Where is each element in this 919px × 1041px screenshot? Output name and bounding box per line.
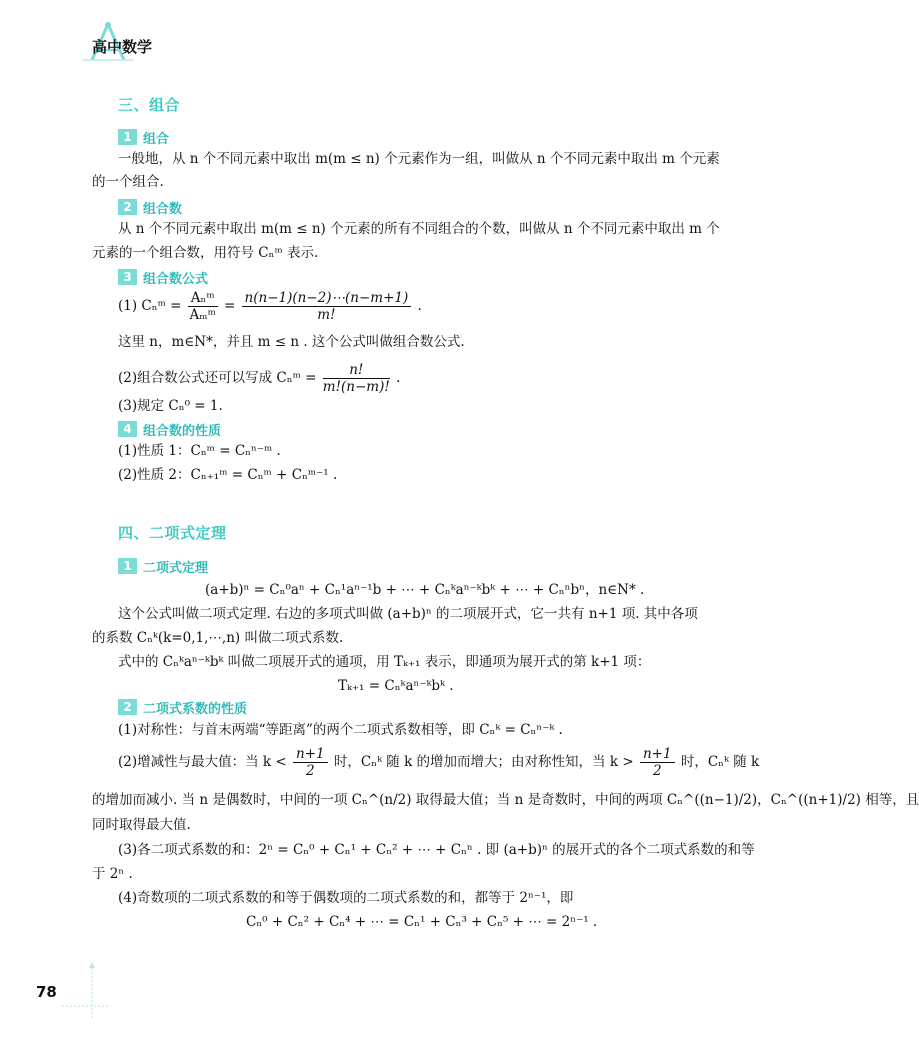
- paragraph-line: 同时取得最大值.: [92, 817, 191, 833]
- binomial-theorem-formula: (a+b)ⁿ = Cₙ⁰aⁿ + Cₙ¹aⁿ⁻¹b + ⋯ + Cₙᵏaⁿ⁻ᵏbᵏ + ⋯ + Cₙⁿbⁿ，n∈N* .: [205, 582, 645, 598]
- paragraph-line: 的一个组合.: [92, 174, 164, 190]
- paragraph-line: 元素的一个组合数，用符号 Cₙᵐ 表示.: [92, 245, 319, 261]
- general-term-formula: Tₖ₊₁ = Cₙᵏaⁿ⁻ᵏbᵏ .: [338, 678, 454, 694]
- property-2: (2)性质 2：Cₙ₊₁ᵐ = Cₙᵐ + Cₙᵐ⁻¹ .: [118, 467, 338, 483]
- property-1: (1)性质 1：Cₙᵐ = Cₙⁿ⁻ᵐ .: [118, 443, 281, 459]
- paragraph-line: 从 n 个不同元素中取出 m(m ≤ n) 个元素的所有不同组合的个数，叫做从 n 个不同元素中取出 m 个: [118, 221, 720, 237]
- denominator: m!(n−m)!: [322, 379, 390, 395]
- formula-note: 这里 n，m∈N*，并且 m ≤ n . 这个公式叫做组合数公式.: [118, 334, 465, 350]
- period: .: [417, 298, 422, 314]
- fraction: [640, 746, 675, 779]
- subheading-number: 1: [118, 558, 137, 574]
- numerator: n!: [323, 362, 390, 379]
- text-segment: 时，Cₙᵏ 随 k 的增加而增大；由对称性知，当 k >: [333, 754, 634, 770]
- subheading-binomial-theorem: [118, 557, 208, 575]
- subheading-formula: [118, 268, 208, 286]
- paragraph-line: 这个公式叫做二项式定理. 右边的多项式叫做 (a+b)ⁿ 的二项展开式，它一共有 n+1 项. 其中各项: [118, 606, 698, 622]
- numerator: n+1: [293, 746, 328, 763]
- fraction-b: [242, 290, 412, 323]
- fraction: [323, 362, 390, 395]
- paragraph-line: 的系数 Cₙᵏ(k=0,1,⋯,n) 叫做二项式系数.: [92, 630, 344, 646]
- property-sum: (3)各二项式系数的和：2ⁿ = Cₙ⁰ + Cₙ¹ + Cₙ² + ⋯ + Cₙⁿ . 即 (a+b)ⁿ 的展开式的各个二项式系数的和等: [118, 842, 755, 858]
- fraction-a: [188, 290, 218, 323]
- text-segment: 时，Cₙᵏ 随 k: [680, 754, 760, 770]
- paragraph-line: 一般地，从 n 个不同元素中取出 m(m ≤ n) 个元素作为一组，叫做从 n 个不同元素中取出 m 个元素: [118, 151, 720, 167]
- formula-lead: (1) Cₙᵐ =: [118, 298, 182, 314]
- section-title-combination: 三、组合: [118, 96, 181, 114]
- text-segment: (2)增减性与最大值：当 k <: [118, 754, 287, 770]
- coordinate-axes-decoration-icon: [62, 962, 108, 1022]
- period: .: [396, 370, 401, 386]
- header-title: 高中数学: [92, 38, 153, 56]
- subheading-number: 1: [118, 129, 137, 145]
- formula-3: (3)规定 Cₙ⁰ = 1.: [118, 398, 223, 414]
- paragraph-line: 式中的 Cₙᵏaⁿ⁻ᵏbᵏ 叫做二项展开式的通项，用 Tₖ₊₁ 表示，即通项为展开式的第 k+1 项：: [118, 654, 651, 670]
- subheading-label: 二项式系数的性质: [143, 701, 248, 717]
- property-monotonicity: [118, 744, 759, 780]
- subheading-label: 组合: [143, 131, 170, 147]
- subheading-coefficient-properties: [118, 698, 247, 716]
- formula-1: [118, 288, 422, 324]
- fraction: [293, 746, 328, 779]
- numerator: n(n−1)(n−2)⋯(n−m+1): [242, 290, 412, 307]
- page-number: 78: [36, 983, 57, 1001]
- numerator: n+1: [640, 746, 675, 763]
- paragraph-line: 的增加而减小. 当 n 是偶数时，中间的一项 Cₙ^(n/2) 取得最大值；当 n 是奇数时，中间的两项 Cₙ^((n−1)/2)，Cₙ^((n+1)/2) 相等，且: [92, 792, 919, 808]
- subheading-number: 3: [118, 269, 137, 285]
- denominator: 2: [652, 763, 662, 779]
- subheading-label: 组合数的性质: [143, 423, 222, 439]
- denominator: m!: [317, 307, 336, 323]
- subheading-number: 4: [118, 421, 137, 437]
- odd-even-formula: Cₙ⁰ + Cₙ² + Cₙ⁴ + ⋯ = Cₙ¹ + Cₙ³ + Cₙ⁵ + ⋯ = 2ⁿ⁻¹ .: [246, 914, 598, 930]
- denominator: Aₘᵐ: [189, 307, 216, 323]
- section-title-binomial: 四、二项式定理: [118, 524, 227, 542]
- equals: =: [223, 298, 236, 314]
- subheading-label: 二项式定理: [143, 560, 209, 576]
- denominator: 2: [306, 763, 315, 779]
- numerator: Aₙᵐ: [188, 290, 218, 307]
- property-odd-even: (4)奇数项的二项式系数的和等于偶数项的二项式系数的和，都等于 2ⁿ⁻¹，即: [118, 890, 574, 906]
- subheading-label: 组合数公式: [143, 271, 209, 287]
- paragraph-line: 于 2ⁿ .: [92, 866, 133, 882]
- formula-lead: (2)组合数公式还可以写成 Cₙᵐ =: [118, 370, 317, 386]
- formula-2: [118, 360, 400, 396]
- subheading-combination: [118, 128, 169, 146]
- subheading-combination-number: [118, 198, 182, 216]
- property-symmetry: (1)对称性：与首末两端“等距离”的两个二项式系数相等，即 Cₙᵏ = Cₙⁿ⁻ᵏ .: [118, 722, 563, 738]
- subheading-number: 2: [118, 199, 137, 215]
- subheading-properties: [118, 420, 221, 438]
- subheading-number: 2: [118, 699, 137, 715]
- subheading-label: 组合数: [143, 201, 183, 217]
